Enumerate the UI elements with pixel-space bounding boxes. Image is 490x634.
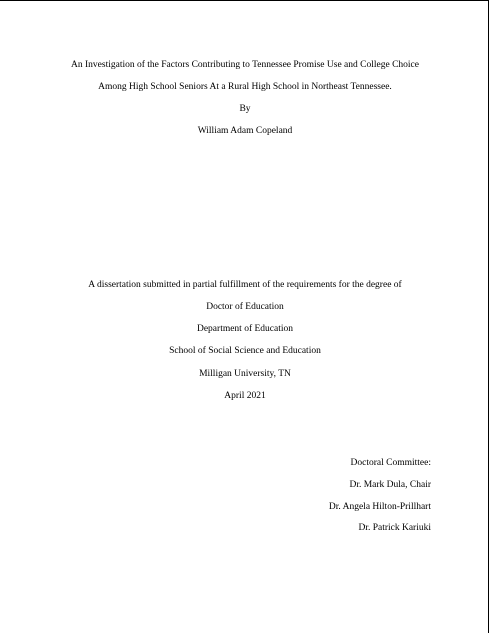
byline-by: By <box>239 104 251 114</box>
committee-member: Dr. Patrick Kariuki <box>358 523 431 533</box>
dissertation-statement: A dissertation submitted in partial fulfillment of the requirements for the degree of <box>88 280 402 290</box>
title-line-1: An Investigation of the Factors Contributing to Tennessee Promise Use and College Choice <box>71 60 419 70</box>
committee-heading: Doctoral Committee: <box>350 458 431 468</box>
author-name: William Adam Copeland <box>197 126 293 136</box>
university-name: Milligan University, TN <box>199 369 291 379</box>
degree-name: Doctor of Education <box>206 302 284 312</box>
committee-member: Dr. Mark Dula, Chair <box>349 480 431 490</box>
committee-member: Dr. Angela Hilton-Prillhart <box>328 502 431 512</box>
submission-date: April 2021 <box>224 391 266 401</box>
school-name: School of Social Science and Education <box>169 346 321 356</box>
department-name: Department of Education <box>196 324 294 334</box>
title-line-2: Among High School Seniors At a Rural High School in Northeast Tennessee. <box>98 82 392 92</box>
